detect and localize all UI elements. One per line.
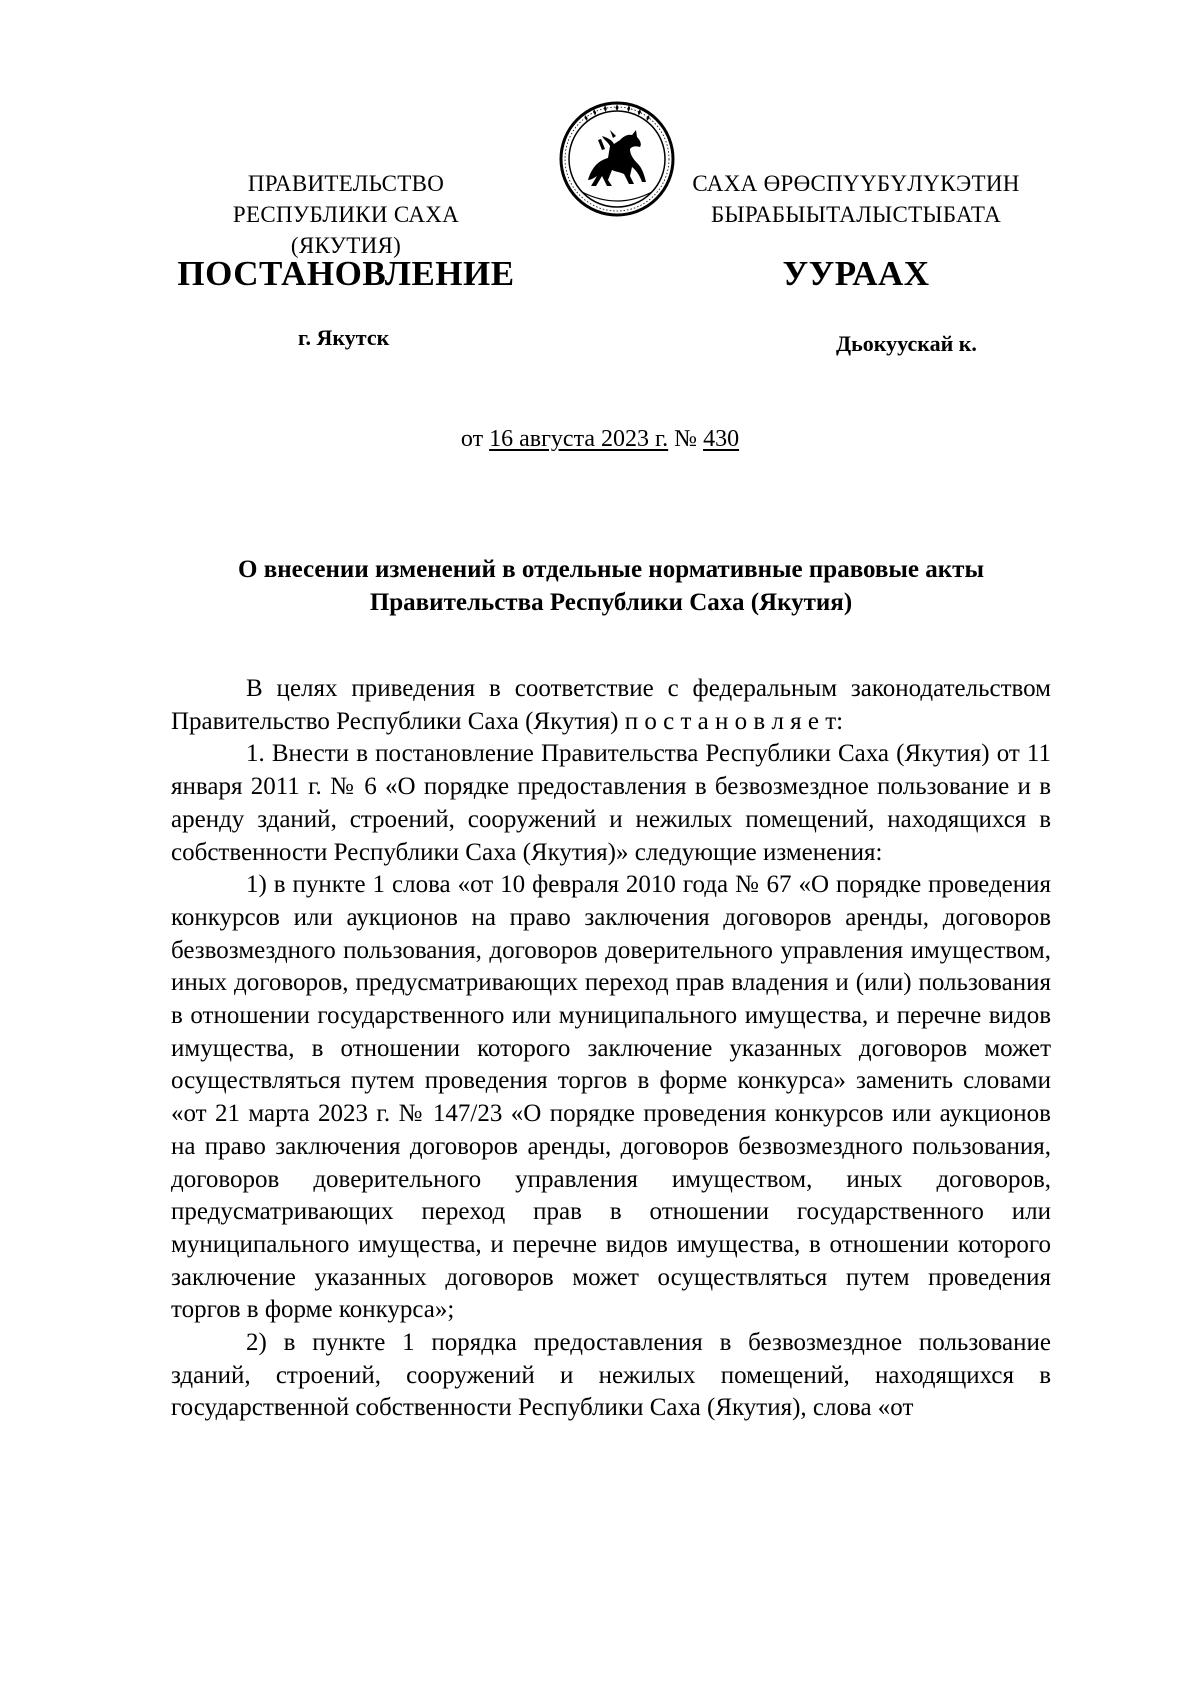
date-number-line (0, 424, 1200, 454)
subject-line2: Правительства Республики Саха (Якутия) (369, 589, 853, 616)
document-body (171, 673, 1051, 1425)
header-left (176, 168, 516, 261)
doc-type-title-ru: ПОСТАНОВЛЕНИЕ (177, 254, 515, 293)
header-left-line2: РЕСПУБЛИКИ САХА (ЯКУТИЯ) (232, 202, 460, 258)
body-paragraph: В целях приведения в соответствие с федеральным законодательством Правительство Республики Саха (Якутия) п о с т а н о в л я е т: (171, 675, 1051, 735)
header-right-line2: БЫРАБЫЫТАЛЫСТЫБАТА (710, 202, 1002, 227)
city-ru: г. Якутск (298, 325, 390, 350)
city-sakha: Дьокуускай к. (836, 331, 977, 356)
body-paragraph: 1) в пункте 1 слова «от 10 февраля 2010 года № 67 «О порядке проведения конкурсов или аукционов на право заключения договоров аренды, договоров безвозмездного пользования, договоров доверительного управления имуществом, иных договоров, предусматривающих переход прав владения и (или) пользования в отношении государственного или муниципального имущества, и перечне видов имущества, в отношении которого заключение указанных договоров может осуществляться путем проведения торгов в форме конкурса» заменить словами «от 21 марта 2023 г. № 147/23 «О порядке проведения конкурсов или аукционов на право заключения договоров аренды, договоров безвозмездного пользования, договоров доверительного управления имуществом, иных договоров, предусматривающих переход прав в отношении государственного или муниципального имущества, и перечне видов имущества, в отношении которого заключение указанных договоров может осуществляться путем проведения торгов в форме конкурса»; (171, 871, 1051, 1324)
body-paragraph: 1. Внести в постановление Правительства Республики Саха (Якутия) от 11 января 2011 г. № 6 «О порядке предоставления в безвозмездное пользование и в аренду зданий, строений, сооружений и нежилых помещений, находящихся в собственности Республики Саха (Якутия)» следующие изменения: (171, 740, 1051, 866)
body-paragraph: 2) в пункте 1 порядка предоставления в безвозмездное пользование зданий, строений, сооружений и нежилых помещений, находящихся в государственной собственности Республики Саха (Якутия), слова «от (171, 1329, 1051, 1422)
document-subject (160, 553, 1062, 619)
number-prefix: № (668, 426, 704, 452)
document-date: 16 августа 2023 г. (489, 426, 669, 452)
subject-line1: О внесении изменений в отдельные нормативные правовые акты (238, 556, 984, 583)
header-right (676, 168, 1036, 230)
coat-of-arms-sakha-icon (558, 100, 676, 218)
header-right-line1: САХА ӨРӨСПҮҮБҮЛҮКЭТИН (692, 171, 1020, 196)
document-number: 430 (703, 426, 740, 452)
header-left-line1: ПРАВИТЕЛЬСТВО (247, 171, 445, 196)
date-prefix: от (460, 426, 490, 452)
doc-type-title-sakha: УУРААХ (782, 254, 930, 293)
